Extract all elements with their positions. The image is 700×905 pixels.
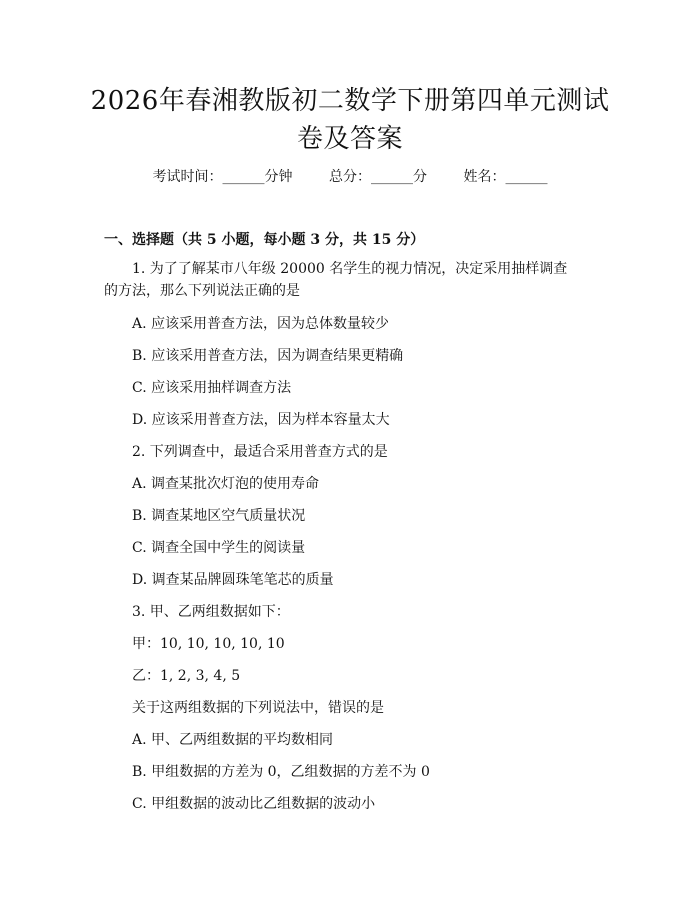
q1-option-b: B. 应该采用普查方法，因为调查结果更精确 [132,348,404,364]
question-2: 2. 下列调查中，最适合采用普查方式的是 [132,444,388,460]
q2-option-b: B. 调查某地区空气质量状况 [132,508,306,524]
title-line-1: 2026年春湘教版初二数学下册第四单元测试 [90,86,610,116]
q2-option-a: A. 调查某批次灯泡的使用寿命 [132,476,320,492]
q1-option-c: C. 应该采用抽样调查方法 [132,380,292,396]
q1-option-d: D. 应该采用普查方法，因为样本容量太大 [132,412,390,428]
title-line-2: 卷及答案 [296,124,403,154]
exam-time: 考试时间：______分钟 [152,169,293,185]
q3-data-yi: 乙：1, 2, 3, 4, 5 [132,668,241,684]
q1-option-a: A. 应该采用普查方法，因为总体数量较少 [132,316,390,332]
section-heading: 一、选择题（共 5 小题，每小题 3 分，共 15 分） [104,232,425,248]
exam-info-row [0,166,700,186]
student-name: 姓名：______ [463,169,548,185]
question-3: 3. 甲、乙两组数据如下： [132,604,290,620]
q3-option-b: B. 甲组数据的方差为 0，乙组数据的方差不为 0 [132,764,430,780]
total-score: 总分：______分 [329,169,427,185]
q2-option-c: C. 调查全国中学生的阅读量 [132,540,306,556]
q3-option-c: C. 甲组数据的波动比乙组数据的波动小 [132,796,376,812]
q3-stem: 关于这两组数据的下列说法中，错误的是 [132,700,384,716]
q3-option-a: A. 甲、乙两组数据的平均数相同 [132,732,334,748]
question-1: 1. 为了了解某市八年级 20000 名学生的视力情况，决定采用抽样调查的方法，那么下列说法正确的是 [104,261,568,299]
document-title [0,82,700,158]
q3-data-jia: 甲：10, 10, 10, 10, 10 [132,636,285,652]
q2-option-d: D. 调查某品牌圆珠笔笔芯的质量 [132,572,334,588]
